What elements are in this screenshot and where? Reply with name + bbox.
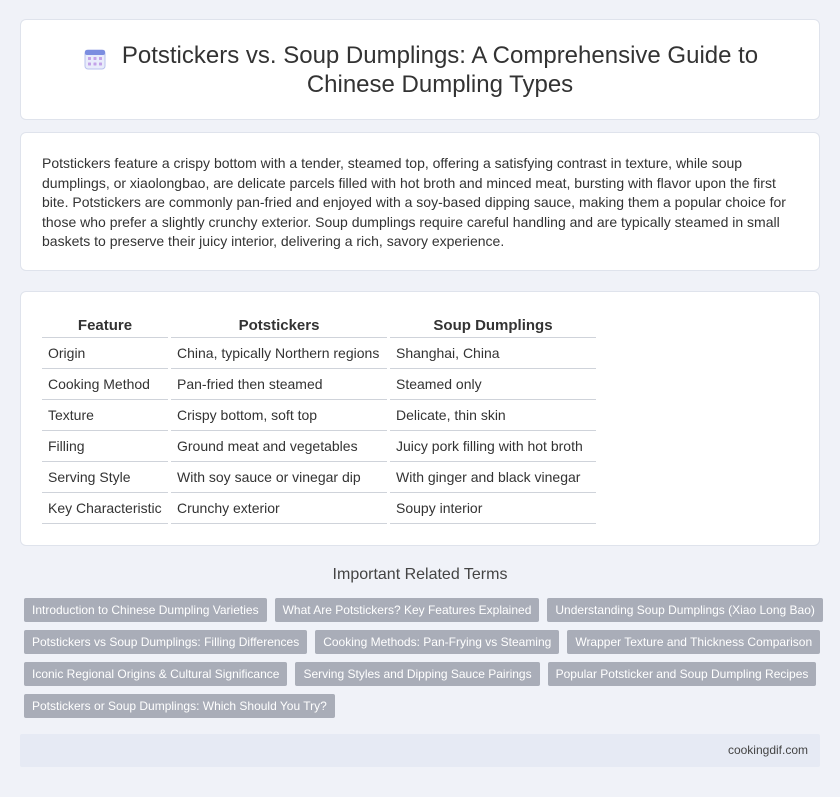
related-tag-serving-styles[interactable]: Serving Styles and Dipping Sauce Pairings [295,662,539,686]
footer-site-name[interactable]: cookingdif.com [727,743,808,757]
cell-soup-dumplings: Delicate, thin skin [390,400,596,431]
table-row [42,431,596,462]
footer [20,734,820,767]
cell-soup-dumplings: Juicy pork filling with hot broth [390,431,596,462]
header-card [20,19,820,120]
intro-paragraph: Potstickers feature a crispy bottom with a tender, steamed top, offering a satisfying contrast in texture, while soup dumplings, or xiaolongbao, are delicate parcels filled with hot broth and minced meat, bursting with flavor upon the first bite. Potstickers are commonly pan-fried and enjoyed with a soy-based dipping sauce, making them a popular choice for those who prefer a slightly crunchy exterior. Soup dumplings require careful handling and are typically steamed in small baskets to preserve their juicy interior, delivering a rich, savory experience. [42,155,786,249]
related-tag-filling-differences[interactable]: Potstickers vs Soup Dumplings: Filling Differences [24,630,307,654]
cell-feature: Filling [42,431,168,462]
cell-potstickers: Crunchy exterior [171,493,387,524]
related-tag-popular-recipes[interactable]: Popular Potsticker and Soup Dumpling Recipes [548,662,817,686]
related-tag-cooking-methods[interactable]: Cooking Methods: Pan-Frying vs Steaming [315,630,559,654]
related-terms-title: Important Related Terms [332,566,508,583]
table-row [42,493,596,524]
related-tags [24,598,824,718]
related-tag-what-are-potstickers[interactable]: What Are Potstickers? Key Features Explained [275,598,540,622]
cell-potstickers: Crispy bottom, soft top [171,400,387,431]
comparison-card [20,291,820,546]
cell-feature: Key Characteristic [42,493,168,524]
header-potstickers: Potstickers [171,316,387,338]
cell-soup-dumplings: With ginger and black vinegar [390,462,596,493]
table-row [42,338,596,369]
cell-soup-dumplings: Steamed only [390,369,596,400]
table-row [42,369,596,400]
comparison-table [42,316,596,524]
cell-potstickers: Ground meat and vegetables [171,431,387,462]
page-title: Potstickers vs. Soup Dumplings: A Comprehensive Guide to Chinese Dumpling Types [121,41,759,98]
table-row [42,462,596,493]
cell-potstickers: Pan-fried then steamed [171,369,387,400]
cell-soup-dumplings: Shanghai, China [390,338,596,369]
related-tag-wrapper-texture[interactable]: Wrapper Texture and Thickness Comparison [567,630,820,654]
table-row [42,400,596,431]
cell-potstickers: With soy sauce or vinegar dip [171,462,387,493]
related-tag-intro-varieties[interactable]: Introduction to Chinese Dumpling Varieties [24,598,267,622]
related-tag-which-to-try[interactable]: Potstickers or Soup Dumplings: Which Should You Try? [24,694,335,718]
header-feature: Feature [42,316,168,338]
header-soup-dumplings: Soup Dumplings [390,316,596,338]
cell-feature: Cooking Method [42,369,168,400]
related-tag-regional-origins[interactable]: Iconic Regional Origins & Cultural Significance [24,662,287,686]
intro-card [20,132,820,271]
related-tag-understanding-soup-dumplings[interactable]: Understanding Soup Dumplings (Xiao Long Bao) [547,598,823,622]
cell-feature: Texture [42,400,168,431]
table-header-row [42,316,596,338]
cell-soup-dumplings: Soupy interior [390,493,596,524]
cell-feature: Origin [42,338,168,369]
cell-potstickers: China, typically Northern regions [171,338,387,369]
cell-feature: Serving Style [42,462,168,493]
